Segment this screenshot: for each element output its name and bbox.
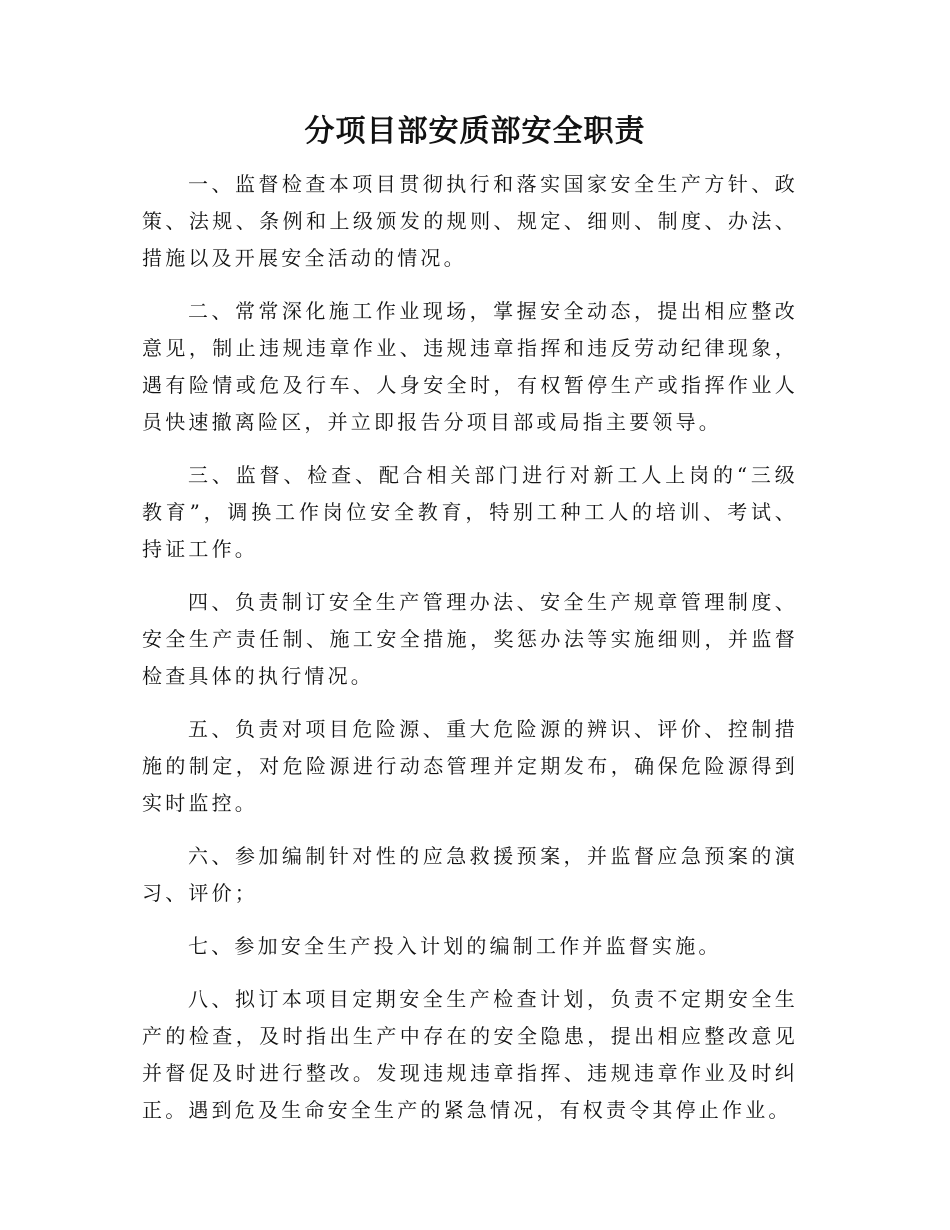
paragraph-4: 四、负责制订安全生产管理办法、安全生产规章管理制度、安全生产责任制、施工安全措施，奖惩办法等实施细则，并监督检查具体的执行情况。 — [142, 590, 798, 688]
paragraph-2: 二、常常深化施工作业现场，掌握安全动态，提出相应整改意见，制止违规违章作业、违规违章指挥和违反劳动纪律现象，遇有险情或危及行车、人身安全时，有权暂停生产或指挥作业人员快速撤离险区，并立即报告分项目部或局指主要领导。 — [142, 299, 798, 434]
paragraph-3: 三、监督、检查、配合相关部门进行对新工人上岗的“三级教育”，调换工作岗位安全教育，特别工种工人的培训、考试、持证工作。 — [142, 463, 798, 561]
paragraph-6: 六、参加编制针对性的应急救援预案，并监督应急预案的演习、评价； — [142, 844, 798, 905]
paragraph-7: 七、参加安全生产投入计划的编制工作并监督实施。 — [188, 934, 722, 958]
document-body — [142, 166, 798, 1145]
document-title: 分项目部安质部安全职责 — [304, 114, 646, 149]
paragraph-5: 五、负责对项目危险源、重大危险源的辨识、评价、控制措施的制定，对危险源进行动态管理并定期发布，确保危险源得到实时监控。 — [142, 717, 798, 815]
paragraph-8: 八、拟订本项目定期安全生产检查计划，负责不定期安全生产的检查，及时指出生产中存在的安全隐患，提出相应整改意见并督促及时进行整改。发现违规违章指挥、违规违章作业及时纠正。遇到危及生命安全生产的紧急情况，有权责令其停止作业。 — [142, 987, 798, 1122]
paragraph-1: 一、监督检查本项目贯彻执行和落实国家安全生产方针、政策、法规、条例和上级颁发的规则、规定、细则、制度、办法、措施以及开展安全活动的情况。 — [142, 172, 798, 270]
